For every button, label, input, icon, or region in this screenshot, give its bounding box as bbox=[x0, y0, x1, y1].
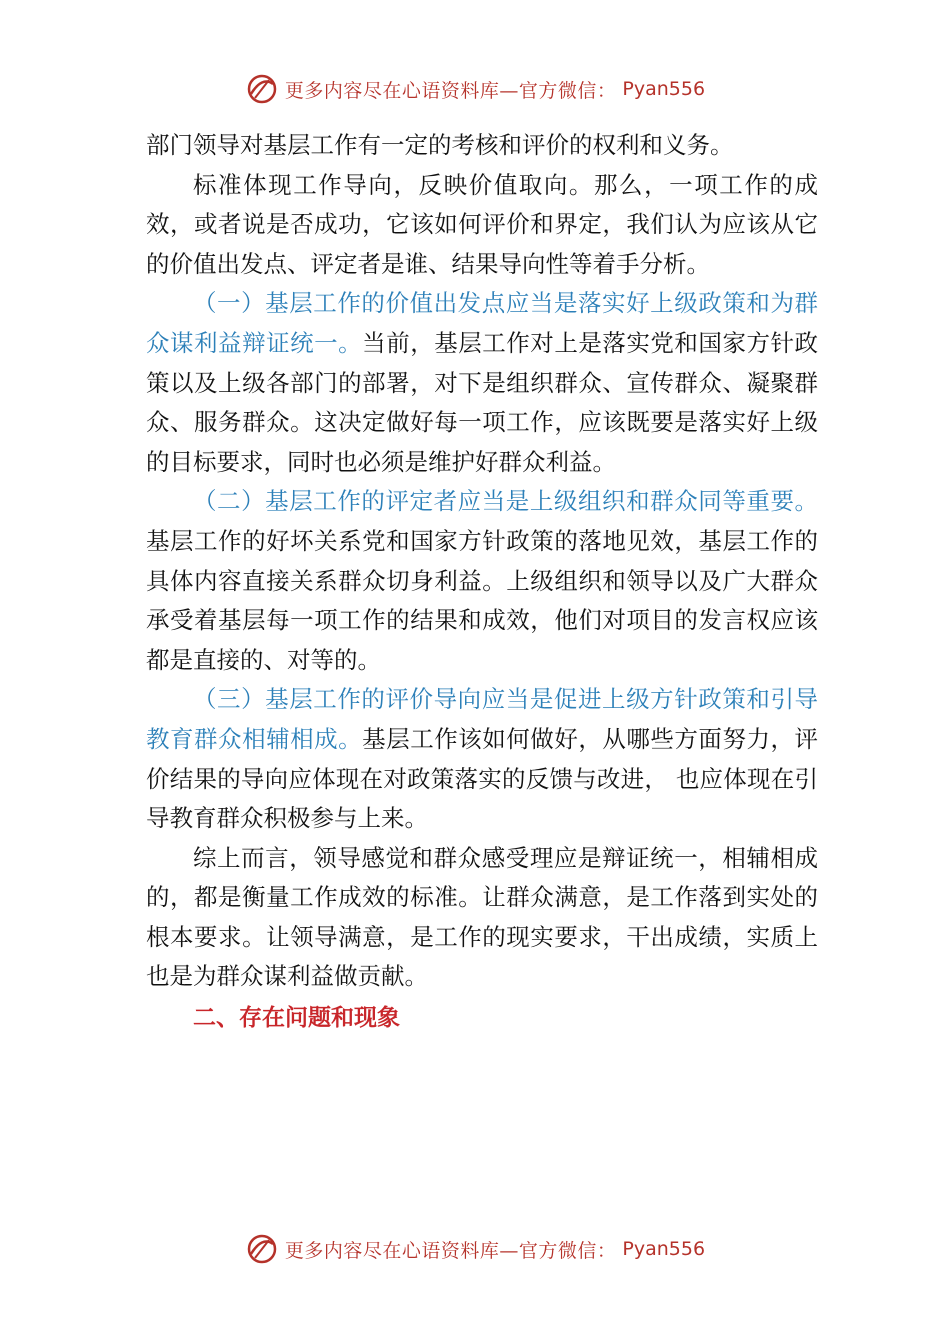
watermark-brand: 更多内容尽在心语资料库—官方微信： bbox=[284, 79, 617, 102]
paragraph-summary: 综上而言，领导感觉和群众感受理应是辩证统一，相辅相成的，都是衡量工作成效的标准。让群众满意，是工作落到实处的根本要求。让领导满意，是工作的现实要求，干出成绩，实质上也是为群众谋利益做贡献。 bbox=[146, 843, 818, 991]
section-3-heading: （三）基层工作的评价导向应当是促进上级方针政策和引导教育群众相辅相成。 bbox=[146, 685, 818, 753]
section-2-body: 基层工作的好坏关系党和国家方针政策的落地见效，基层工作的具体内容直接关系群众切身利益。上级组织和领导以及广大群众承受着基层每一项工作的结果和成效，他们对项目的发言权应该都是直接的、对等的。 bbox=[146, 526, 818, 674]
watermark-brand: 更多内容尽在心语资料库—官方微信： bbox=[284, 1239, 617, 1262]
section-3-body: 基层工作该如何做好，从哪些方面努力，评价结果的导向应体现在对政策落实的反馈与改进， 也应体现在引导教育群众积极参与上来。 bbox=[146, 724, 819, 833]
watermark-header bbox=[0, 72, 950, 106]
section-2-heading: （二）基层工作的评定者应当是上级组织和群众同等重要。 bbox=[193, 487, 818, 516]
brand-logo-icon bbox=[245, 72, 279, 106]
section-1-body: 当前，基层工作对上是落实党和国家方针政策以及上级各部门的部署，对下是组织群众、宣传群众、凝聚群众、服务群众。这决定做好每一项工作，应该既要是落实好上级的目标要求，同时也必须是维护好群众利益。 bbox=[146, 328, 819, 476]
paragraph-section-3 bbox=[146, 680, 818, 838]
watermark-handle: Pyan556 bbox=[622, 1238, 706, 1260]
watermark-footer bbox=[0, 1232, 950, 1266]
paragraph-section-2 bbox=[146, 482, 818, 680]
watermark-handle: Pyan556 bbox=[622, 78, 706, 100]
paragraph-continuation: 部门领导对基层工作有一定的考核和评价的权利和义务。 bbox=[146, 131, 734, 159]
section-1-heading: （一）基层工作的价值出发点应当是落实好上级政策和为群众谋利益辩证统一。 bbox=[146, 289, 818, 357]
section-heading-2: 二、存在问题和现象 bbox=[193, 1005, 400, 1032]
document-body bbox=[146, 126, 818, 1039]
paragraph-section-1 bbox=[146, 284, 818, 482]
paragraph-standard: 标准体现工作导向，反映价值取向。那么，一项工作的成效，或者说是否成功，它该如何评价和界定，我们认为应该从它的价值出发点、评定者是谁、结果导向性等着手分析。 bbox=[146, 170, 818, 278]
brand-logo-icon bbox=[245, 1232, 279, 1266]
